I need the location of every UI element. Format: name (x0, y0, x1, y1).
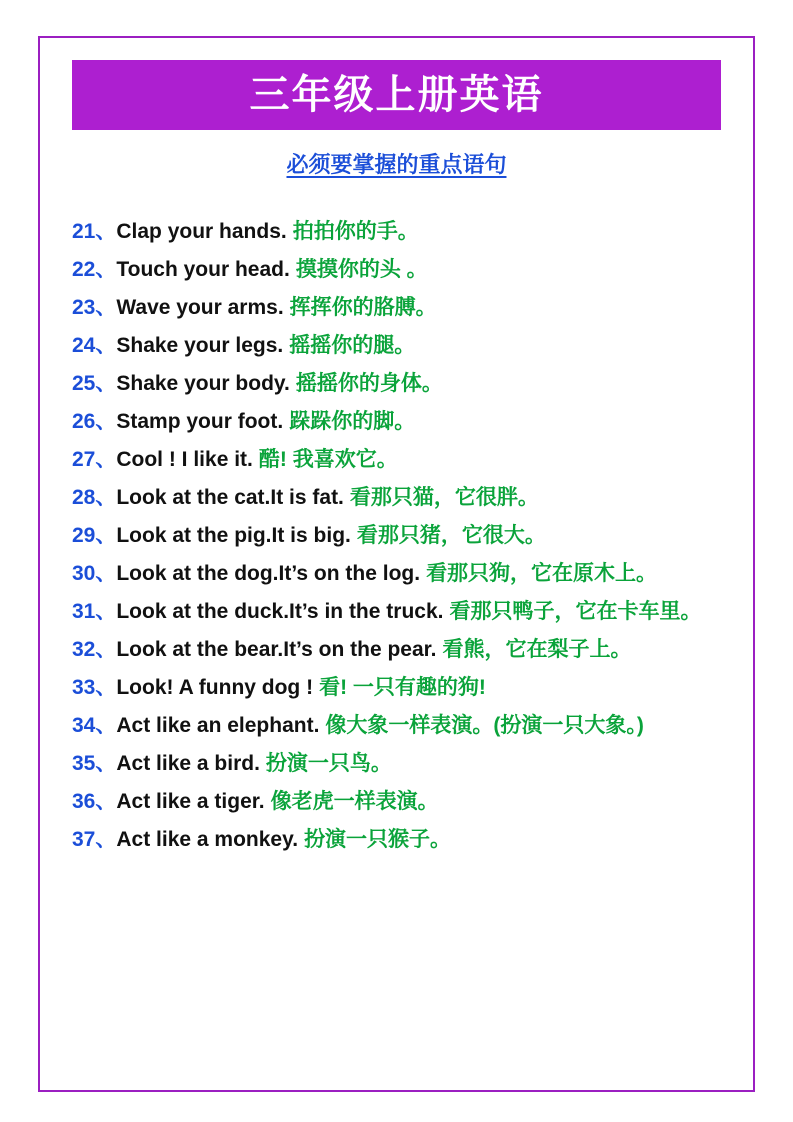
sentence-number: 21、 (72, 220, 117, 243)
sentence-item (72, 373, 723, 394)
sentence-chinese: 看那只鸭子，它在卡车里。 (449, 600, 702, 623)
sentence-item (72, 335, 723, 356)
title-banner (72, 60, 721, 130)
sentence-chinese: 摸摸你的头 。 (295, 258, 428, 281)
sentence-number: 26、 (72, 410, 117, 433)
sentence-item (72, 715, 723, 736)
subtitle-row (64, 148, 729, 179)
sentence-chinese: 看那只猪，它很大。 (356, 524, 546, 547)
sentence-item (72, 525, 723, 546)
sentence-number: 30、 (72, 562, 117, 585)
page-border-frame (38, 36, 755, 1092)
sentence-list (64, 221, 729, 850)
sentence-english: Look at the duck.It’s in the truck. (116, 600, 444, 623)
sentence-english: Act like a monkey. (116, 828, 299, 851)
sentence-chinese: 摇摇你的腿。 (289, 334, 416, 357)
sentence-english: Look at the bear.It’s on the pear. (116, 638, 437, 661)
sentence-english: Look at the dog.It’s on the log. (116, 562, 421, 585)
sentence-item (72, 449, 723, 470)
sentence-number: 29、 (72, 524, 117, 547)
sentence-english: Wave your arms. (116, 296, 284, 319)
sentence-item (72, 753, 723, 774)
sentence-english: Stamp your foot. (116, 410, 284, 433)
sentence-number: 22、 (72, 258, 117, 281)
sentence-chinese: 看! 一只有趣的狗! (319, 676, 486, 699)
sentence-chinese: 拍拍你的手。 (292, 220, 419, 243)
sentence-english: Shake your legs. (116, 334, 284, 357)
sentence-english: Touch your head. (116, 258, 290, 281)
page-subtitle: 必须要掌握的重点语句 (286, 152, 507, 177)
sentence-english: Look! A funny dog ! (116, 676, 314, 699)
sentence-english: Act like an elephant. (116, 714, 320, 737)
sentence-item (72, 563, 723, 584)
sentence-english: Shake your body. (116, 372, 290, 395)
sentence-english: Cool ! I like it. (116, 448, 253, 471)
sentence-item (72, 829, 723, 850)
sentence-item (72, 639, 723, 660)
sentence-chinese: 看那只狗，它在原木上。 (426, 562, 658, 585)
sentence-item (72, 259, 723, 280)
page-title: 三年级上册英语 (249, 73, 544, 117)
sentence-chinese: 扮演一只鸟。 (265, 752, 392, 775)
sentence-number: 25、 (72, 372, 117, 395)
sentence-chinese: 跺跺你的脚。 (289, 410, 416, 433)
sentence-item (72, 677, 723, 698)
sentence-chinese: 像大象一样表演。(扮演一只大象。) (325, 714, 644, 737)
sentence-chinese: 看熊，它在梨子上。 (442, 638, 632, 661)
sentence-chinese: 看那只猫，它很胖。 (349, 486, 539, 509)
sentence-number: 24、 (72, 334, 117, 357)
sentence-item (72, 411, 723, 432)
sentence-chinese: 摇摇你的身体。 (295, 372, 443, 395)
sentence-english: Look at the pig.It is big. (116, 524, 351, 547)
sentence-item (72, 601, 723, 622)
sentence-item (72, 791, 723, 812)
sentence-number: 28、 (72, 486, 117, 509)
sentence-number: 33、 (72, 676, 117, 699)
sentence-number: 35、 (72, 752, 117, 775)
sentence-number: 27、 (72, 448, 117, 471)
sentence-number: 34、 (72, 714, 117, 737)
sentence-number: 32、 (72, 638, 117, 661)
sentence-chinese: 像老虎一样表演。 (270, 790, 439, 813)
sentence-english: Act like a tiger. (116, 790, 265, 813)
sentence-item (72, 297, 723, 318)
sentence-chinese: 扮演一只猴子。 (304, 828, 452, 851)
sentence-item (72, 487, 723, 508)
sentence-english: Look at the cat.It is fat. (116, 486, 344, 509)
sentence-number: 31、 (72, 600, 117, 623)
sentence-item (72, 221, 723, 242)
sentence-number: 36、 (72, 790, 117, 813)
sentence-chinese: 挥挥你的胳膊。 (289, 296, 437, 319)
sentence-english: Act like a bird. (116, 752, 260, 775)
sentence-chinese: 酷! 我喜欢它。 (258, 448, 398, 471)
sentence-number: 37、 (72, 828, 117, 851)
sentence-english: Clap your hands. (116, 220, 287, 243)
sentence-number: 23、 (72, 296, 117, 319)
